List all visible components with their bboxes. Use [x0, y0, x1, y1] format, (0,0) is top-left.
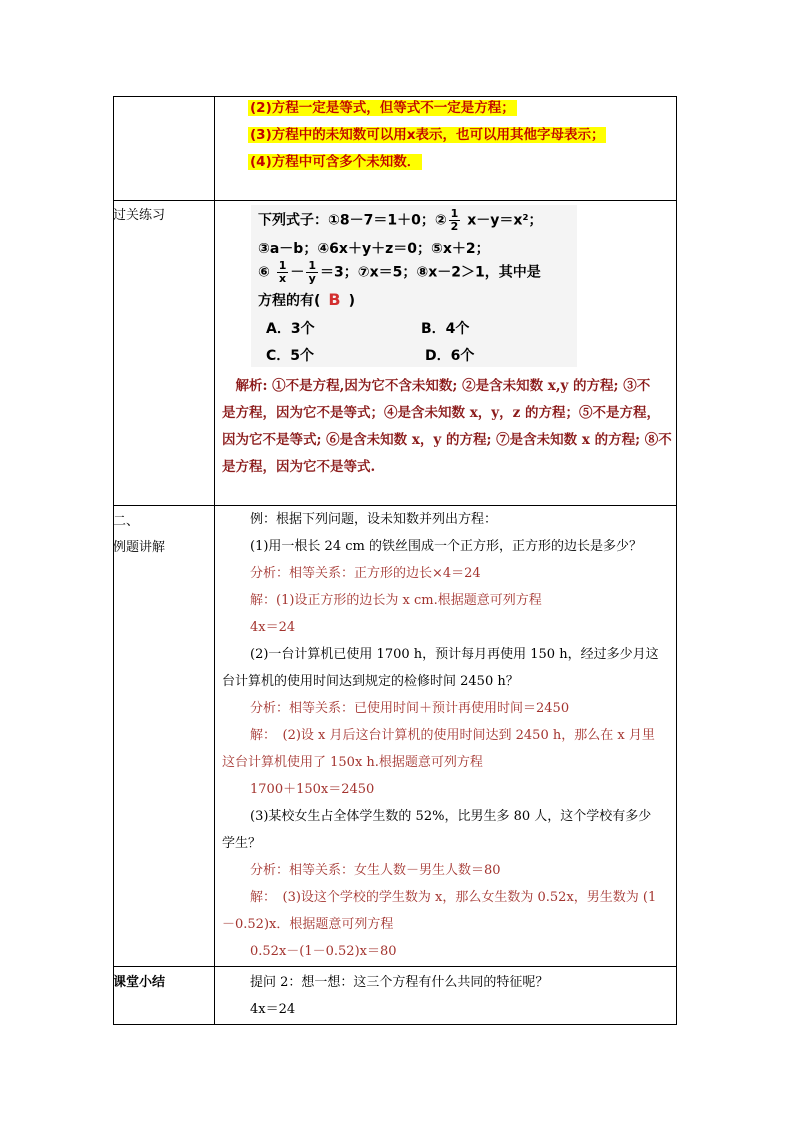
- note-item-4: (4)方程中可含多个未知数．: [250, 154, 421, 170]
- row-label-summary: 课堂小结: [113, 975, 166, 990]
- analysis-3: 分析：相等关系：女生人数－男生人数＝80: [250, 863, 501, 878]
- analysis-line-4: 是方程，因为它不是等式.: [222, 459, 376, 475]
- question-3-line-2: 学生？: [222, 836, 262, 851]
- option-d: D．6个: [425, 348, 475, 364]
- fraction-1-over-x: $\frac{1}{x}$: [278, 259, 287, 285]
- summary-question: 提问 2：想一想：这三个方程有什么共同的特征呢？: [250, 975, 549, 990]
- row-label-examples: 例题讲解: [113, 540, 166, 555]
- border-bottom: [113, 1024, 677, 1025]
- solution-2-line-2: 这台计算机使用了 150x h.根据题意可列方程: [222, 755, 483, 770]
- option-a: A．3个: [266, 321, 315, 337]
- border-right: [676, 96, 677, 1025]
- row-divider-1: [113, 200, 677, 201]
- equation-3: 0.52x－(1－0.52)x＝80: [250, 944, 397, 959]
- fraction-1-over-y: $\frac{1}{y}$: [308, 259, 317, 285]
- row-divider-2: [113, 505, 677, 506]
- question-1: (1)用一根长 24 cm 的铁丝围成一个正方形，正方形的边长是多少？: [250, 539, 642, 554]
- quiz-line-2: ③a－b；④6x＋y＋z＝0；⑤x＋2；: [258, 241, 490, 257]
- solution-3-line-1: 解： (3)设这个学校的学生数为 x，那么女生数为 0.52x，男生数为 (1: [250, 890, 657, 905]
- equation-2: 1700＋150x＝2450: [250, 782, 375, 797]
- analysis-1: 分析：相等关系：正方形的边长×4＝24: [250, 566, 481, 581]
- row-label-practice: 过关练习: [113, 208, 166, 223]
- note-item-2: (2)方程一定是等式，但等式不一定是方程；: [250, 100, 515, 116]
- summary-equation: 4x＝24: [250, 1002, 296, 1017]
- option-c: C．5个: [266, 348, 315, 364]
- row-divider-3: [113, 966, 677, 967]
- question-2-line-2: 台计算机的使用时间达到规定的检修时间 2450 h？: [222, 674, 519, 689]
- quiz-line-4: 方程的有( B ): [258, 290, 356, 309]
- analysis-line-2: 是方程，因为它不是等式；④是含未知数 x，y，z 的方程；⑤不是方程，: [222, 405, 660, 421]
- question-2-line-1: (2)一台计算机已使用 1700 h，预计每月再使用 150 h，经过多少月这: [250, 647, 659, 662]
- quiz-line-1: 下列式子：①8－7＝1＋0；② $\frac{1}{2}$ x－y＝x²；: [258, 207, 543, 233]
- border-left: [113, 96, 114, 1025]
- analysis-line-3: 因为它不是等式; ⑥是含未知数 x，y 的方程; ⑦是含未知数 x 的方程; ⑧不: [222, 432, 672, 448]
- solution-1: 解：(1)设正方形的边长为 x cm.根据题意可列方程: [250, 593, 542, 608]
- solution-3-line-2: －0.52)x．根据题意可列方程: [222, 917, 394, 932]
- fraction-half: $\frac{1}{2}$: [450, 207, 459, 233]
- analysis-2: 分析：相等关系：已使用时间＋预计再使用时间＝2450: [250, 701, 570, 716]
- solution-2-line-1: 解： (2)设 x 月后这台计算机的使用时间达到 2450 h，那么在 x 月里: [250, 728, 655, 743]
- row-label-number: 二、: [113, 514, 140, 529]
- analysis-line-1: 解析: ①不是方程,因为它不含未知数; ②是含未知数 x,y 的方程; ③不: [222, 378, 651, 394]
- quiz-line-3: ⑥ $\frac{1}{x}$ － $\frac{1}{y}$ ＝3；⑦x＝5；⑧x－2＞1，其中是: [258, 259, 541, 285]
- example-intro: 例：根据下列问题，设未知数并列出方程：: [250, 512, 498, 527]
- note-item-3: (3)方程中的未知数可以用x表示，也可以用其他字母表示；: [250, 127, 605, 143]
- option-b: B．4个: [421, 321, 470, 337]
- quiz-answer: B: [328, 290, 341, 309]
- equation-1: 4x＝24: [250, 620, 296, 635]
- question-3-line-1: (3)某校女生占全体学生数的 52%，比男生多 80 人，这个学校有多少: [250, 809, 652, 824]
- column-divider: [214, 96, 215, 1025]
